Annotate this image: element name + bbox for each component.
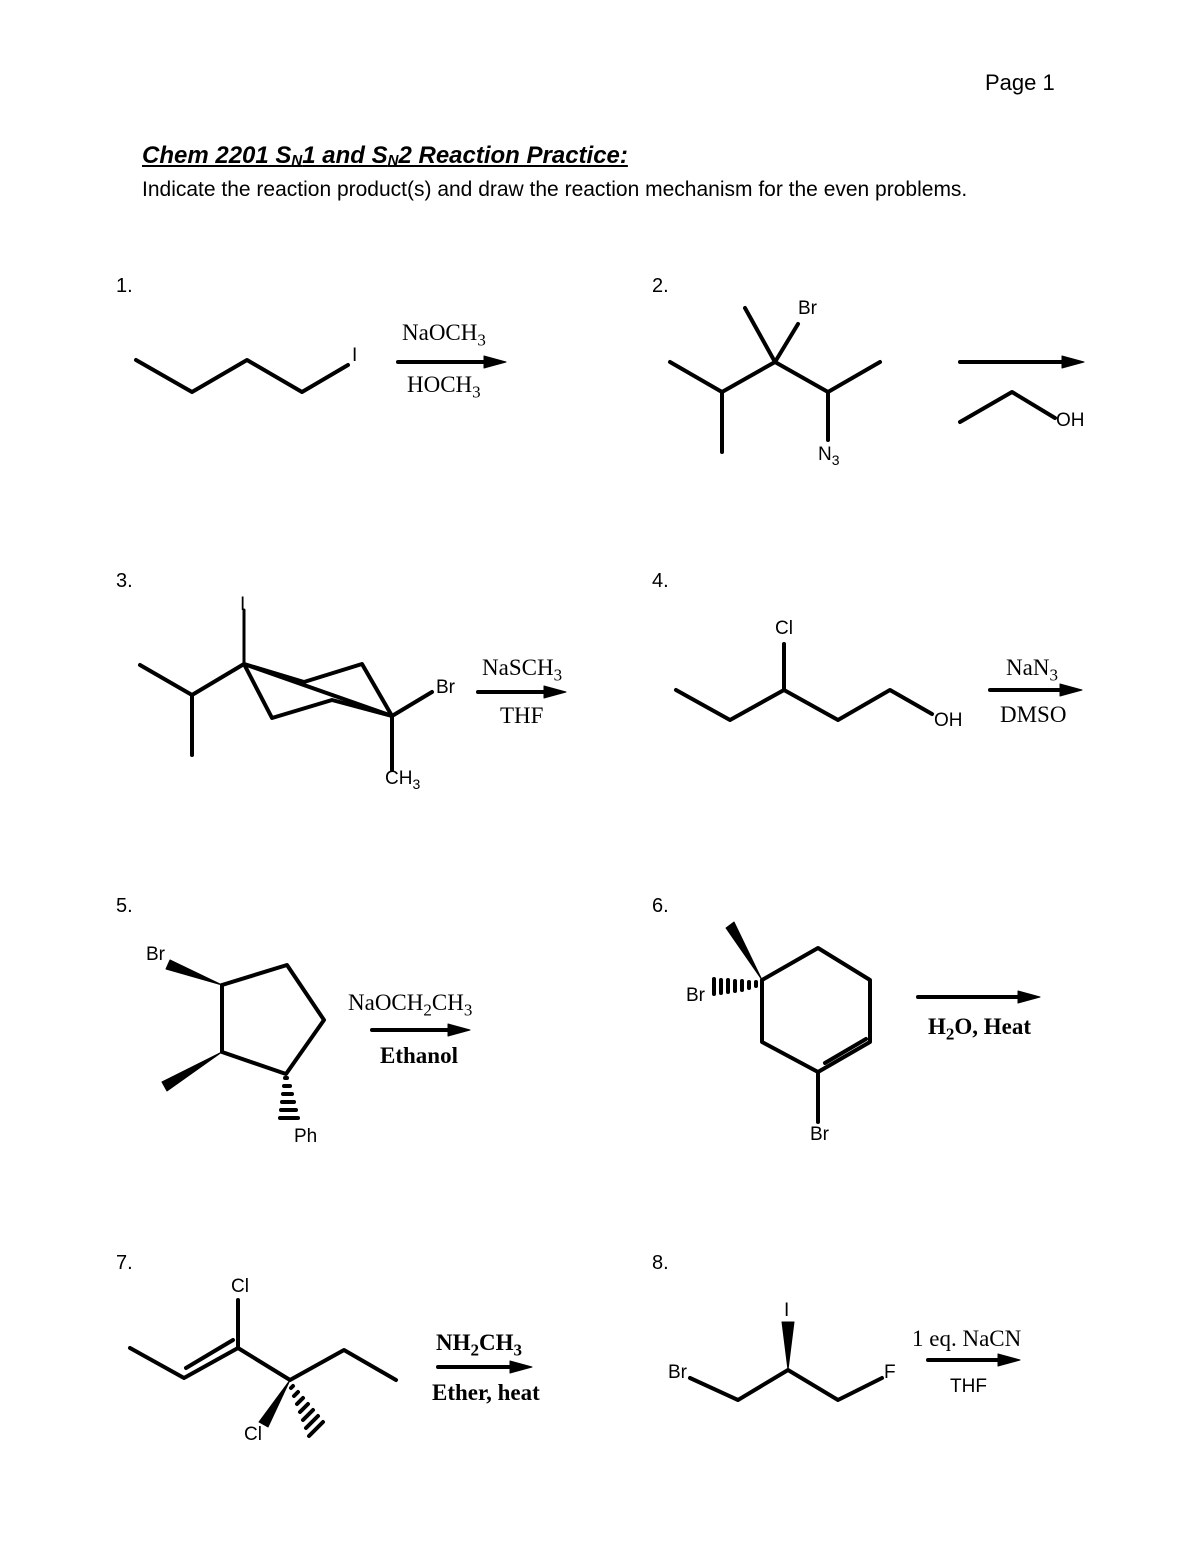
reagent-top: 1 eq. NaCN: [912, 1326, 1022, 1351]
reagent-bottom: DMSO: [1000, 702, 1067, 727]
problem-3-arrow: [478, 686, 566, 698]
problem-8-arrow: [928, 1354, 1020, 1366]
atom-label: I: [784, 1300, 790, 1321]
worksheet-title: Chem 2201 $S_N1$ and $S_N2$ Reaction Practice:: [142, 142, 628, 169]
reagent-bottom: THF: [500, 703, 544, 728]
problem-5-arrow: [372, 1024, 470, 1036]
problem-number: 7.: [116, 1252, 133, 1274]
problem-5-molecule: [162, 960, 324, 1118]
reagent-bottom: THF: [950, 1376, 987, 1397]
problem-6-molecule: [714, 922, 870, 1122]
reagent-bottom: Ether, heat: [432, 1380, 540, 1405]
reagent-top: NaOCH$_3$: [402, 320, 486, 350]
reagent-top: NaSCH$_3$: [482, 655, 563, 685]
reagent-top: $NH_2CH_3$: [436, 1330, 522, 1360]
problem-number: 5.: [116, 895, 133, 917]
atom-label: I: [352, 345, 358, 366]
problem-number: 2.: [652, 275, 669, 297]
atom-label: Br: [810, 1124, 829, 1145]
problem-4-arrow: [990, 684, 1082, 696]
problem-7-molecule: [130, 1300, 396, 1436]
reagent-top: $NaOCH_2CH_3$: [348, 990, 473, 1020]
atom-label: $N_3$: [818, 444, 840, 468]
reagent-bottom: $HOCH_3$: [407, 372, 481, 402]
problem-number: 4.: [652, 570, 669, 592]
problem-number: 3.: [116, 570, 133, 592]
atom-label: Cl: [244, 1424, 262, 1445]
page-number: Page 1: [985, 70, 1055, 95]
reagent-bottom: Ethanol: [380, 1043, 458, 1068]
problem-2-molecule: [670, 308, 880, 452]
instructions: Indicate the reaction product(s) and draw the reaction mechanism for the even problems.: [142, 178, 968, 201]
atom-label: I: [240, 594, 246, 615]
problem-7-arrow: [438, 1361, 532, 1373]
atom-label: Br: [686, 985, 705, 1006]
atom-label: Br: [436, 677, 455, 698]
atom-label: Br: [668, 1362, 687, 1383]
reagent-top: NaN$_3$: [1006, 655, 1058, 685]
problem-1-arrow: [398, 356, 506, 368]
problem-number: 8.: [652, 1252, 669, 1274]
atom-label: F: [884, 1362, 896, 1383]
problem-number: 6.: [652, 895, 669, 917]
atom-label: Br: [798, 298, 817, 319]
atom-label: Cl: [775, 618, 793, 639]
reagent-bottom: $H_2O$, Heat: [928, 1014, 1032, 1044]
atom-label: OH: [934, 710, 963, 731]
atom-label: $CH_3$: [385, 768, 421, 792]
atom-label: Br: [146, 944, 165, 965]
problem-4-molecule: [676, 644, 932, 720]
atom-label: Ph: [294, 1126, 318, 1147]
problem-3-molecule: [140, 610, 432, 770]
problem-8-molecule: [690, 1322, 882, 1400]
problem-1-molecule: [136, 360, 348, 392]
problem-6-arrow: [918, 991, 1040, 1003]
atom-label: Cl: [231, 1276, 249, 1297]
atom-label: OH: [1056, 410, 1085, 431]
problem-number: 1.: [116, 275, 133, 297]
